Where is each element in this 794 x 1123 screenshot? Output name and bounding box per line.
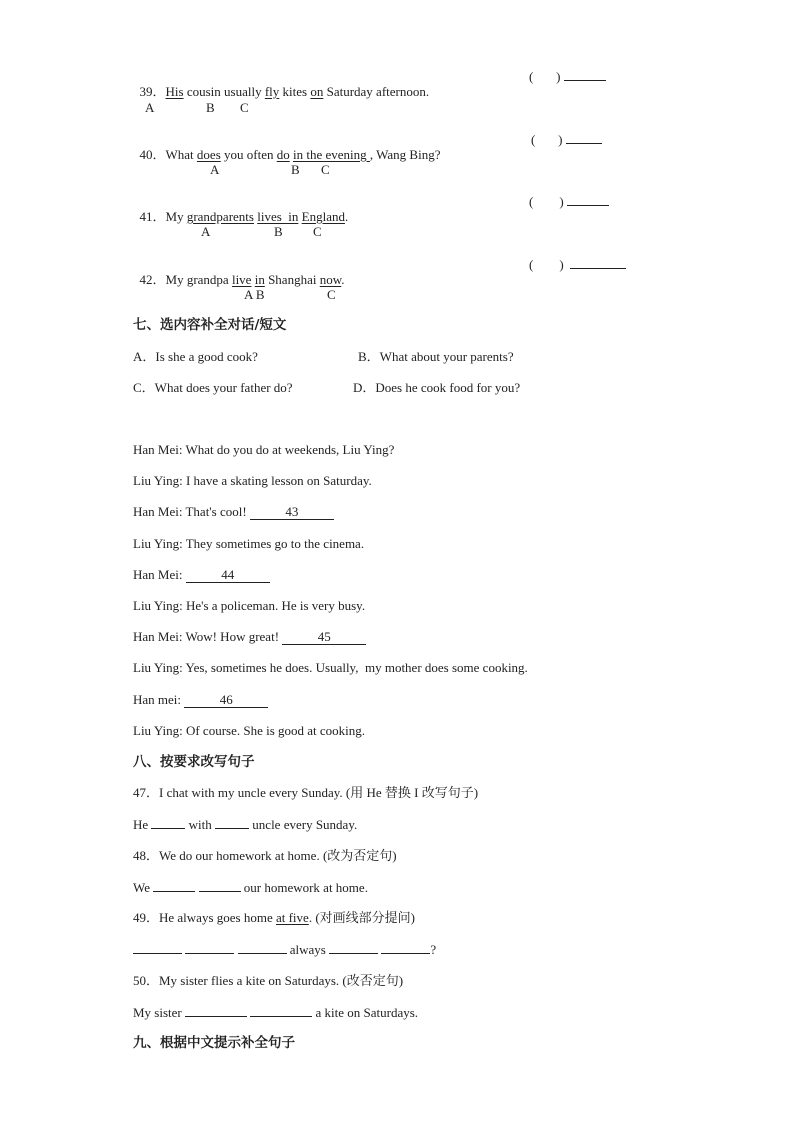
answer-text: our homework at home. — [240, 880, 368, 895]
question-50-answer — [133, 1004, 418, 1021]
underlined-word: in — [254, 272, 265, 287]
prompt-text: . (对画线部分提问) — [308, 910, 415, 925]
underlined-word: His — [165, 84, 184, 99]
sentence-text: Shanghai — [264, 272, 320, 287]
paren-text: ( ) — [529, 69, 561, 84]
option-letter: A — [145, 100, 155, 115]
option-letter: B — [274, 224, 283, 239]
answer-paren-40 — [531, 131, 602, 148]
paren-text: ( ) — [531, 132, 563, 147]
blank-46[interactable]: 46 — [184, 693, 268, 708]
sentence-text: you often — [220, 147, 277, 162]
answer-text: uncle every Sunday. — [249, 817, 358, 832]
answer-text: a kite on Saturdays. — [312, 1005, 419, 1020]
option-a: A．Is she a good cook? — [133, 349, 258, 364]
dialogue-line — [133, 723, 365, 739]
line-text: That's cool! — [185, 504, 247, 519]
line-text: He's a policeman. He is very busy. — [185, 598, 366, 613]
paren-text: ( ) — [529, 257, 564, 272]
speaker: Liu Ying: — [133, 723, 183, 738]
underlined-word: in the evening — [292, 147, 370, 162]
answer-blank[interactable] — [151, 816, 185, 829]
option-letter: B — [206, 100, 215, 115]
answer-text: He — [133, 817, 152, 832]
sentence-text: What — [165, 147, 197, 162]
question-40 — [133, 131, 440, 163]
sentence-text: Saturday afternoon. — [323, 84, 430, 99]
speaker: Han Mei: — [133, 504, 183, 519]
speaker: Han Mei: — [133, 629, 183, 644]
line-text: Wow! How great! — [185, 629, 280, 644]
dialogue-line — [133, 442, 394, 458]
option-letter: B — [291, 162, 300, 177]
question-42 — [133, 256, 345, 288]
line-text: They sometimes go to the cinema. — [185, 536, 365, 551]
blank-44[interactable]: 44 — [186, 568, 270, 583]
answer-blank[interactable] — [567, 193, 609, 206]
section-title: 七、选内容补全对话/短文 — [133, 317, 287, 333]
dialogue-line — [133, 598, 365, 614]
answer-blank[interactable] — [153, 879, 195, 892]
dialogue-line — [133, 504, 334, 520]
question-47-answer — [133, 816, 357, 833]
underlined-word: now — [319, 272, 342, 287]
question-39 — [133, 68, 429, 100]
answer-text: with — [185, 817, 216, 832]
underlined-word: fly — [264, 84, 280, 99]
question-47-prompt: 47．I chat with my uncle every Sunday. (用 He 替换 I 改写句子) — [133, 785, 479, 800]
answer-blank[interactable] — [185, 941, 234, 954]
option-c: C．What does your father do? — [133, 380, 293, 395]
section-title: 八、按要求改写句子 — [133, 754, 255, 770]
speaker: Han Mei: — [133, 442, 183, 457]
underlined-word: England — [301, 209, 345, 224]
speaker: Liu Ying: — [133, 473, 183, 488]
sentence-text: , Wang Bing? — [369, 147, 441, 162]
answer-blank[interactable] — [566, 131, 602, 144]
option-letter: C — [313, 224, 322, 239]
line-text: Of course. She is good at cooking. — [185, 723, 366, 738]
question-48-prompt: 48．We do our homework at home. (改为否定句) — [133, 848, 397, 863]
sentence-text: My grandpa — [165, 272, 232, 287]
option-letter: C — [321, 162, 330, 177]
answer-text: ? — [430, 942, 437, 957]
answer-blank[interactable] — [238, 941, 287, 954]
underlined-word: at five — [275, 910, 309, 925]
answer-paren-41 — [529, 193, 609, 210]
blank-45[interactable]: 45 — [282, 630, 366, 645]
dialogue-line — [133, 692, 268, 708]
sentence-text: My — [165, 209, 187, 224]
question-49-prompt — [133, 910, 415, 926]
answer-blank[interactable] — [329, 941, 378, 954]
answer-blank[interactable] — [381, 941, 430, 954]
answer-blank[interactable] — [250, 1004, 312, 1017]
sentence-text: cousin usually — [183, 84, 265, 99]
answer-paren-39 — [529, 68, 606, 85]
option-d: D．Does he cook food for you? — [353, 380, 521, 395]
sentence-text: . — [341, 272, 345, 287]
option-letter: C — [327, 287, 336, 302]
question-number: 40． — [139, 147, 166, 162]
option-letter: A — [210, 162, 220, 177]
question-number: 41． — [139, 209, 166, 224]
answer-blank[interactable] — [564, 68, 606, 81]
answer-text: My sister — [133, 1005, 185, 1020]
answer-blank[interactable] — [570, 256, 626, 269]
question-41 — [133, 193, 348, 225]
blank-43[interactable]: 43 — [250, 505, 334, 520]
dialogue-line — [133, 536, 364, 552]
underlined-word: on — [310, 84, 324, 99]
underlined-word: does — [196, 147, 221, 162]
speaker: Liu Ying: — [133, 536, 183, 551]
question-number: 42． — [139, 272, 166, 287]
speaker: Han mei: — [133, 692, 182, 707]
speaker: Liu Ying: — [133, 598, 183, 613]
answer-blank[interactable] — [215, 816, 249, 829]
line-text: I have a skating lesson on Saturday. — [185, 473, 372, 488]
option-letter: A — [201, 224, 211, 239]
dialogue-line — [133, 629, 366, 645]
question-48-answer — [133, 879, 368, 896]
paren-text: ( ) — [529, 194, 564, 209]
dialogue-line — [133, 473, 372, 489]
dialogue-line — [133, 660, 528, 676]
underlined-word: grandparents — [186, 209, 254, 224]
speaker: Liu Ying: — [133, 660, 183, 675]
option-letter: C — [240, 100, 249, 115]
answer-blank[interactable] — [199, 879, 241, 892]
answer-blank[interactable] — [133, 941, 182, 954]
question-49-answer — [133, 941, 436, 958]
answer-paren-42 — [529, 256, 626, 273]
speaker: Han Mei: — [133, 567, 183, 582]
answer-text: We — [133, 880, 154, 895]
prompt-text: 49．He always goes home — [133, 910, 276, 925]
dialogue-line — [133, 567, 270, 583]
underlined-word: lives in — [257, 209, 299, 224]
option-letter: A B — [244, 287, 265, 302]
section-title: 九、根据中文提示补全句子 — [133, 1035, 295, 1051]
underlined-word: do — [276, 147, 290, 162]
answer-blank[interactable] — [185, 1004, 247, 1017]
question-number: 39． — [139, 84, 166, 99]
line-text: Yes, sometimes he does. Usually, my mother does some cooking. — [185, 660, 528, 675]
sentence-text: . — [344, 209, 349, 224]
underlined-word: live — [231, 272, 252, 287]
sentence-text: kites — [279, 84, 311, 99]
option-b: B．What about your parents? — [358, 349, 514, 364]
line-text: What do you do at weekends, Liu Ying? — [185, 442, 395, 457]
question-50-prompt: 50．My sister flies a kite on Saturdays. (改否定句) — [133, 973, 404, 988]
answer-text: always — [286, 942, 330, 957]
